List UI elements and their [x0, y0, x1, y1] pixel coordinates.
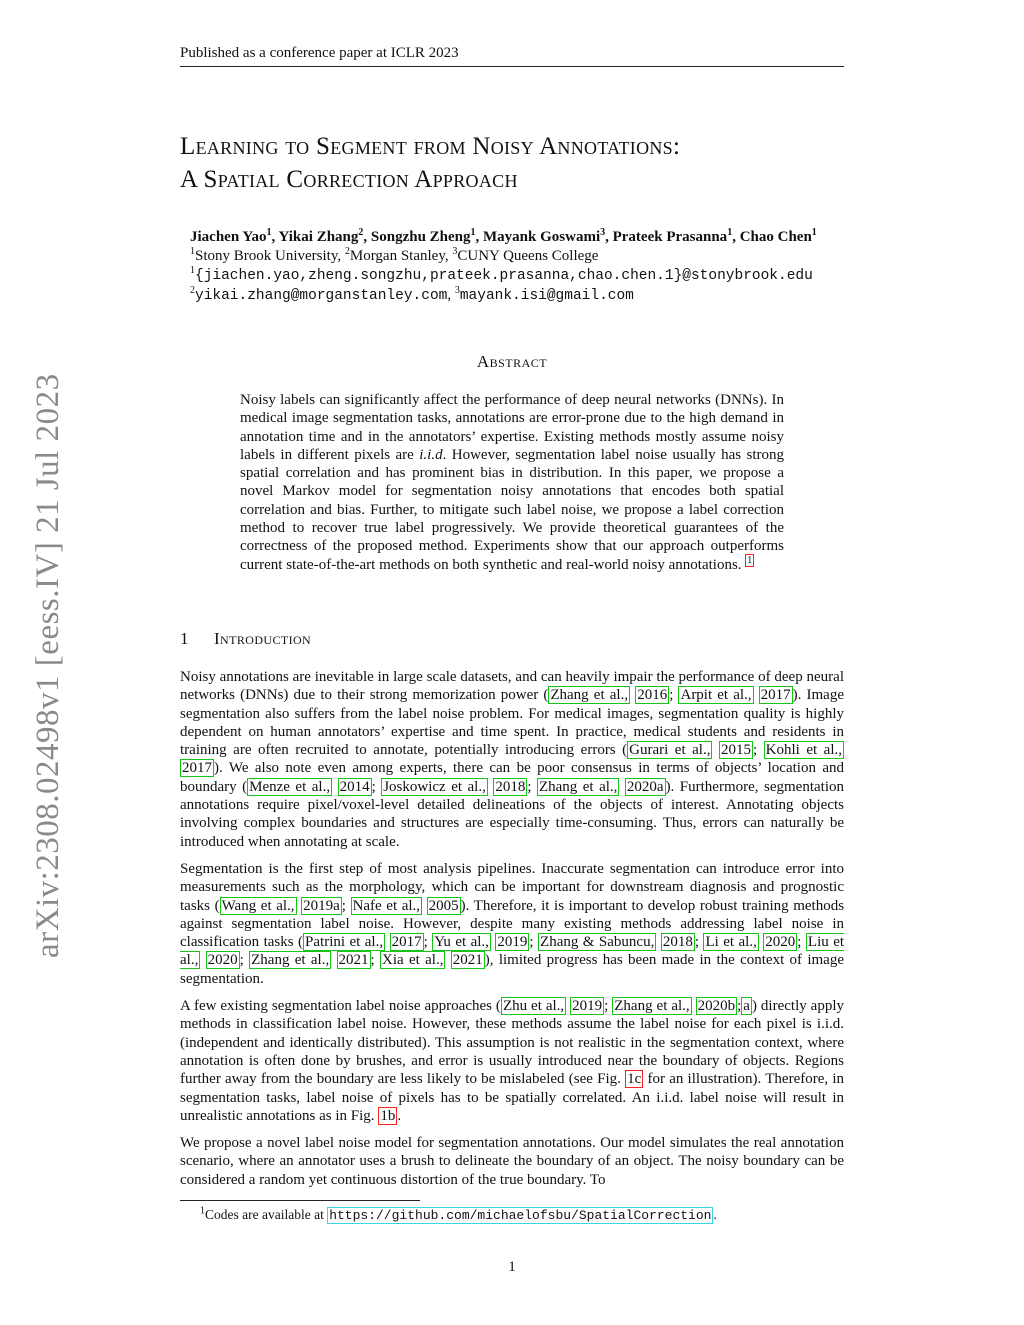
citation-link[interactable]: Zhang et al., — [251, 952, 330, 969]
citation-link[interactable]: 2020 — [207, 952, 238, 969]
citation-link[interactable]: 2005 — [428, 897, 459, 914]
citation-link[interactable]: Arpit et al., — [680, 687, 752, 704]
citation-link[interactable]: 2018 — [495, 778, 526, 795]
affiliation: Stony Brook University, — [195, 248, 345, 264]
text-segment: ), limited progress has been made in the context of image segmentation. — [180, 952, 845, 987]
separator: ; — [370, 952, 381, 969]
footnote-link[interactable]: 1 — [747, 554, 753, 566]
text-segment: ) directly apply methods in classification label noise. However, these methods assume the label noise for each pixel is i.i.d. (independent and identically distributed). This assumption is not realistic in the segmentation context, where annotation is often done by brushes, and error is usually introduced near the boundary of objects. Regions further away from the boundary are less likely to be mislabeled (see Fig. — [180, 998, 845, 1088]
affiliation-mark: 1 — [811, 227, 817, 238]
citation-link[interactable]: Menze et al., — [249, 778, 331, 795]
section-heading — [180, 629, 311, 649]
separator: ; — [752, 742, 764, 759]
separator: ; — [239, 952, 250, 969]
running-header: Published as a conference paper at ICLR 2023 — [180, 45, 844, 67]
author-name: Songzhu Zheng — [370, 229, 471, 245]
text-segment: ). Furthermore, segmentation annotations require pixel/voxel-level detailed delineations of the objects of interest. Annotating objects involving complex boundaries and structures are especially time-consuming. Thus, errors can naturally be introduced when annotating at scale. — [180, 778, 844, 850]
figure-ref-link[interactable]: 1c — [627, 1071, 642, 1088]
citation-link[interactable]: Joskowicz et al., — [383, 778, 486, 795]
section-title: Introduction — [214, 629, 312, 648]
text-segment: We propose a novel label noise model for segmentation annotations. Our model simulates the real annotation scenario, where an annotator uses a brush to delineate the boundary of an object. The noisy boundary can be considered a random yet continuous distortion of the true boundary. To — [180, 1135, 844, 1188]
separator: ; — [341, 897, 351, 914]
footnote-text: Codes are available at — [205, 1207, 328, 1222]
paper-title — [180, 130, 880, 196]
title-line-2: A Spatial Correction Approach — [180, 166, 518, 193]
paragraph — [180, 1134, 844, 1189]
figure-ref-link[interactable]: 1b — [380, 1107, 396, 1124]
separator: , — [363, 229, 371, 245]
affiliation-mark: 1 — [190, 246, 195, 257]
separator: ; — [797, 934, 806, 951]
citation-link[interactable]: 2020a — [626, 778, 664, 795]
citation-link[interactable]: 2014 — [339, 778, 370, 795]
citation-link[interactable]: Xia et al., — [382, 952, 444, 969]
citation-link[interactable]: Zhang et al., — [614, 998, 690, 1015]
separator: , — [475, 229, 484, 245]
abstract-italic: i.i.d — [419, 446, 443, 463]
author-names — [190, 228, 910, 247]
footnote — [200, 1207, 860, 1223]
affiliations — [190, 247, 910, 266]
citation-link[interactable]: Nafe et al., — [352, 897, 421, 914]
footnote-mark: 1 — [200, 1205, 205, 1217]
citation-link[interactable]: 2020b — [697, 998, 736, 1015]
paragraph — [180, 860, 844, 988]
email-address[interactable]: mayank.isi@gmail.com — [459, 288, 634, 304]
citation-link[interactable]: 2015 — [720, 742, 751, 759]
separator: , — [447, 287, 455, 303]
affiliation-mark: 3 — [452, 246, 458, 257]
citation-link[interactable]: Patrini et al., — [305, 934, 384, 951]
separator: ; — [604, 998, 613, 1015]
page-number: 1 — [508, 1259, 516, 1275]
arxiv-stamp: arXiv:2308.02498v1 [eess.IV] 21 Jul 2023 — [30, 373, 66, 958]
text-segment: Segmentation is the first step of most analysis pipelines. Inaccurate segmentation can introduce error into measurements such as the morphology, which can be important for downstream diagnosis and prognostic tasks ( — [180, 860, 844, 914]
separator: , — [271, 229, 279, 245]
citation-link[interactable]: Zhang & Sabuncu, — [540, 934, 655, 951]
author-block — [190, 228, 910, 306]
affiliation: Morgan Stanley, — [349, 248, 453, 264]
separator: , — [605, 229, 613, 245]
section-number: 1 — [180, 629, 189, 648]
text-segment: for an illustration). Therefore, in segmentation tasks, label noise of pixels has to be spatially correlated. An i.i.d. label noise will result in unrealistic annotations as in Fig. — [180, 1071, 845, 1124]
abstract-text — [240, 391, 784, 574]
email-address[interactable]: {jiachen.yao,zheng.songzhu,prateek.prasanna,chao.chen.1}@stonybrook.edu — [195, 268, 813, 284]
abstract-segment: Noisy labels can significantly affect the performance of deep neural networks (DNNs). In medical image segmentation tasks, annotations are error-prone due to the high demand in annotation time and in the annotators’ expertise. Existing methods mostly assume noisy labels in different pixels are — [240, 392, 784, 463]
repo-url-link[interactable]: https://github.com/michaelofsbu/SpatialCorrection — [329, 1208, 712, 1223]
affiliation-mark: 2 — [344, 246, 350, 257]
citation-link[interactable]: 2016 — [637, 687, 668, 704]
text-segment: ). Therefore, it is important to develop robust training methods against segmentation label noise. However, despite many existing methods addressing label noise in classification tasks ( — [180, 897, 845, 951]
citation-link[interactable]: 2019 — [572, 998, 603, 1015]
citation-link[interactable]: Liu et al., — [180, 934, 845, 969]
author-name: Chao Chen — [739, 229, 812, 245]
citation-link[interactable]: 2019 — [497, 934, 528, 951]
abstract-segment: . However, segmentation label noise usually has strong spatial correlation and has prominent bias in distribution. In this paper, we propose a novel Markov model for segmentation noisy annotations that encodes both spatial correlation and bias. Further, to mitigate such label noise, we propose a label correction method to recover true label progressively. We provide theoretical guarantees of the correctness of the proposed method. Experiments show that our approach outperforms current state-of-the-art methods on both synthetic and real-world noisy annotations. — [240, 446, 784, 573]
affiliation-mark: 3 — [454, 285, 460, 296]
separator: ; — [694, 934, 704, 951]
citation-link[interactable]: Wang et al., — [221, 897, 295, 914]
affiliation-mark: 1 — [190, 265, 195, 276]
citation-link[interactable]: Kohli et al., — [765, 742, 843, 759]
body-text — [180, 668, 844, 1198]
paragraph — [180, 997, 844, 1125]
citation-link[interactable]: Zhang et al., — [550, 687, 629, 704]
citation-link[interactable]: 2018 — [662, 934, 693, 951]
separator: ; — [669, 687, 679, 704]
affiliation-mark: 1 — [266, 227, 272, 238]
text-segment: . — [397, 1107, 402, 1124]
affiliation-mark: 1 — [470, 227, 476, 238]
text-segment: ). Image segmentation also suffers from the label noise problem. For medical images, segmentation quality is highly dependent on human annotators’ expertise and time spent. In practice, medical students and residents in training are often recruited to annotate, potentially introducing errors ( — [180, 687, 844, 759]
separator: ; — [737, 998, 742, 1015]
citation-link[interactable]: 2017 — [391, 934, 422, 951]
footnote-rule — [180, 1200, 420, 1201]
email-line-2 — [190, 286, 910, 306]
author-name: Jiachen Yao — [190, 229, 267, 245]
citation-link[interactable]: Zhu et al., — [502, 998, 565, 1015]
citation-link[interactable]: 2017 — [182, 760, 212, 777]
citation-link[interactable]: Li et al., — [705, 934, 757, 951]
author-name: Yikai Zhang — [278, 229, 359, 245]
separator: ; — [527, 778, 537, 795]
author-name: Prateek Prasanna — [612, 229, 728, 245]
paragraph — [180, 668, 844, 851]
text-segment: ). We also note even among experts, there can be poor consensus in terms of objects’ location and boundary ( — [180, 760, 844, 795]
citation-link[interactable]: 2021 — [452, 952, 483, 969]
citation-link[interactable]: Gurari et al., — [629, 742, 711, 759]
separator: ; — [529, 934, 539, 951]
citation-link[interactable]: 2019a — [303, 897, 340, 914]
affiliation-mark: 3 — [600, 227, 606, 238]
separator: ; — [371, 778, 382, 795]
author-name: Mayank Goswami — [483, 229, 601, 245]
citation-link[interactable]: 2020 — [765, 934, 796, 951]
email-address[interactable]: yikai.zhang@morganstanley.com — [195, 288, 448, 304]
email-line-1 — [190, 266, 910, 286]
citation-link[interactable]: 2021 — [338, 952, 369, 969]
affiliation-mark: 2 — [190, 285, 195, 296]
citation-link[interactable]: Yu et al., — [434, 934, 489, 951]
affiliation-mark: 2 — [358, 227, 364, 238]
text-segment: Noisy annotations are inevitable in large scale datasets, and can heavily impair the performance of deep neural networks (DNNs) due to their strong memorization power ( — [180, 669, 844, 704]
footnote-end: . — [713, 1207, 717, 1222]
title-line-1: Learning to Segment from Noisy Annotations: — [180, 133, 681, 160]
citation-link[interactable]: Zhang et al., — [538, 778, 618, 795]
abstract-heading: Abstract — [476, 352, 548, 371]
affiliation-mark: 1 — [727, 227, 733, 238]
text-segment: A few existing segmentation label noise approaches ( — [180, 998, 501, 1015]
citation-link[interactable]: a — [743, 998, 750, 1015]
separator: , — [732, 229, 740, 245]
separator: ; — [423, 934, 433, 951]
citation-link[interactable]: 2017 — [760, 687, 791, 704]
affiliation: CUNY Queens College — [457, 248, 599, 264]
